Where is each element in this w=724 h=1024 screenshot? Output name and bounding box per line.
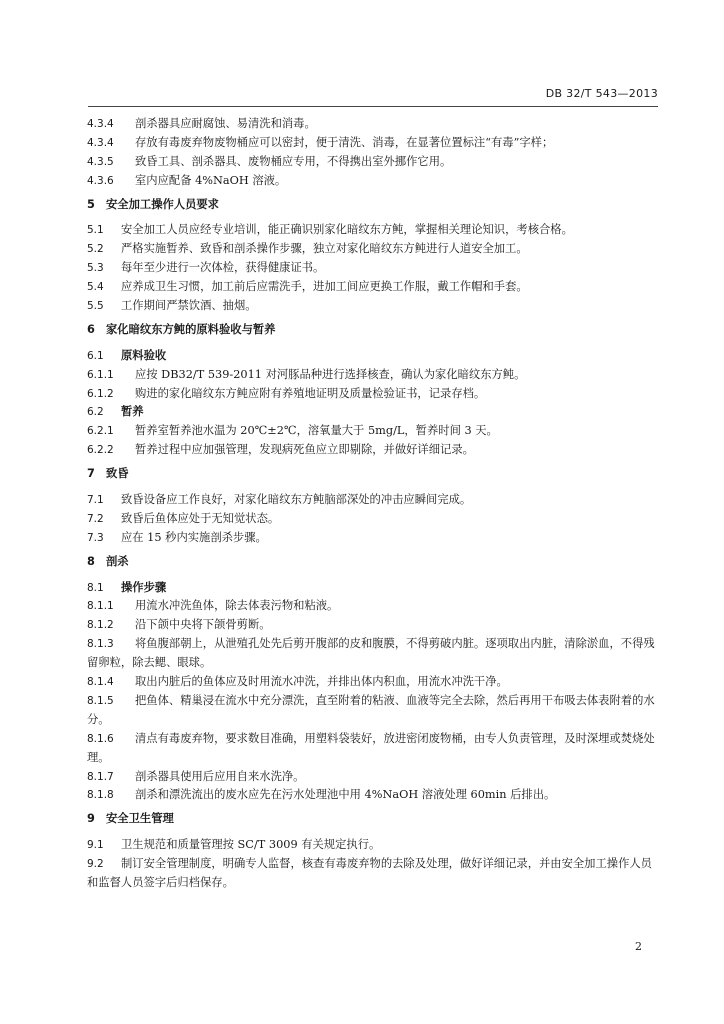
clause-6-2-1: 6.2.1 暂养室暂养池水温为 20℃±2℃，溶氧量大于 5mg/L，暂养时间 3 天。 bbox=[87, 424, 498, 438]
clause-8-1-3: 8.1.3 将鱼腹部朝上，从泄殖孔处先后剪开腹部的皮和腹膜，不得剪破内脏。逐项取出内脏，清除淤血，不得残留卵粒，除去鳃、眼球。 bbox=[87, 637, 655, 670]
page-number: 2 bbox=[635, 940, 642, 953]
clause-4-3-5: 4.3.5 致昏工具、剖杀器具、废物桶应专用，不得携出室外挪作它用。 bbox=[87, 154, 452, 168]
clause-6-1-2: 6.1.2 购进的家化暗纹东方鲀应附有养殖地证明及质量检验证书，记录存档。 bbox=[87, 386, 486, 400]
clause-5-2: 5.2 严格实施暂养、致昏和剖杀操作步骤，独立对家化暗纹东方鲀进行人道安全加工。 bbox=[87, 242, 528, 256]
clause-5-1: 5.1 安全加工人员应经专业培训，能正确识别家化暗纹东方鲀，掌握相关理论知识，考核合格。 bbox=[87, 223, 573, 237]
section-9-heading: 9 安全卫生管理 bbox=[87, 812, 174, 826]
clause-8-1-6: 8.1.6 清点有毒废弃物，要求数目准确，用塑料袋装好，放进密闭废物桶，由专人负责管理，及时深埋或焚烧处理。 bbox=[87, 731, 655, 764]
clause-5-3: 5.3 每年至少进行一次体检，获得健康证书。 bbox=[87, 261, 325, 275]
standard-code-header: DB 32/T 543—2013 bbox=[545, 87, 658, 100]
clause-7-2: 7.2 致昏后鱼体应处于无知觉状态。 bbox=[87, 511, 280, 525]
clause-7-1: 7.1 致昏设备应工作良好，对家化暗纹东方鲀脑部深处的冲击应瞬间完成。 bbox=[87, 493, 472, 507]
clause-6-2-2: 6.2.2 暂养过程中应加强管理，发现病死鱼应立即剔除，并做好详细记录。 bbox=[87, 443, 474, 457]
section-6-heading: 6 家化暗纹东方鲀的原料验收与暂养 bbox=[87, 322, 276, 336]
clause-8-1-8: 8.1.8 剖杀和漂洗流出的废水应先在污水处理池中用 4%NaOH 溶液处理 60min 后排出。 bbox=[87, 788, 556, 802]
clause-6-1-1: 6.1.1 应按 DB32/T 539-2011 对河豚品种进行选择核查，确认为家化暗纹东方鲀。 bbox=[87, 367, 526, 381]
clause-8-1-4: 8.1.4 取出内脏后的鱼体应及时用流水冲洗，并排出体内积血，用流水冲洗干净。 bbox=[87, 675, 508, 689]
clause-7-3: 7.3 应在 15 秒内实施剖杀步骤。 bbox=[87, 530, 267, 544]
clause-4-3-6: 4.3.6 室内应配备 4%NaOH 溶液。 bbox=[87, 173, 287, 187]
clause-5-5: 5.5 工作期间严禁饮酒、抽烟。 bbox=[87, 299, 257, 313]
clause-8-1-7: 8.1.7 剖杀器具使用后应用自来水洗净。 bbox=[87, 769, 305, 783]
clause-6-1: 6.1 原料验收 bbox=[87, 348, 167, 362]
section-7-heading: 7 致昏 bbox=[87, 467, 129, 481]
clause-9-2: 9.2 制订安全管理制度，明确专人监督，核查有毒废弃物的去除及处理，做好详细记录，并由安全加工操作人员和监督人员签字后归档保存。 bbox=[87, 857, 652, 890]
clause-9-1: 9.1 卫生规范和质量管理按 SC/T 3009 有关规定执行。 bbox=[87, 838, 381, 852]
clause-4-3-4b: 4.3.4 存放有毒废弃物废物桶应可以密封，便于清洗、消毒，在显著位置标注“有毒”字样； bbox=[87, 135, 554, 149]
clause-5-4: 5.4 应养成卫生习惯，加工前后应需洗手，进加工间应更换工作服，戴工作帽和手套。 bbox=[87, 280, 528, 294]
clause-8-1: 8.1 操作步骤 bbox=[87, 580, 167, 594]
section-5-heading: 5 安全加工操作人员要求 bbox=[87, 197, 219, 211]
clause-8-1-1: 8.1.1 用流水冲洗鱼体，除去体表污物和粘液。 bbox=[87, 599, 339, 613]
document-body bbox=[87, 115, 660, 893]
header-rule bbox=[88, 106, 658, 107]
clause-4-3-4: 4.3.4 剖杀器具应耐腐蚀、易清洗和消毒。 bbox=[87, 117, 316, 130]
clause-6-2: 6.2 暂养 bbox=[87, 405, 144, 419]
clause-8-1-2: 8.1.2 沿下颌中央将下颌骨剪断。 bbox=[87, 618, 271, 632]
clause-8-1-5: 8.1.5 把鱼体、精巢浸在流水中充分漂洗，直至附着的粘液、血液等完全去除，然后再用干布吸去体表附着的水分。 bbox=[87, 693, 655, 726]
section-8-heading: 8 剖杀 bbox=[87, 554, 129, 568]
